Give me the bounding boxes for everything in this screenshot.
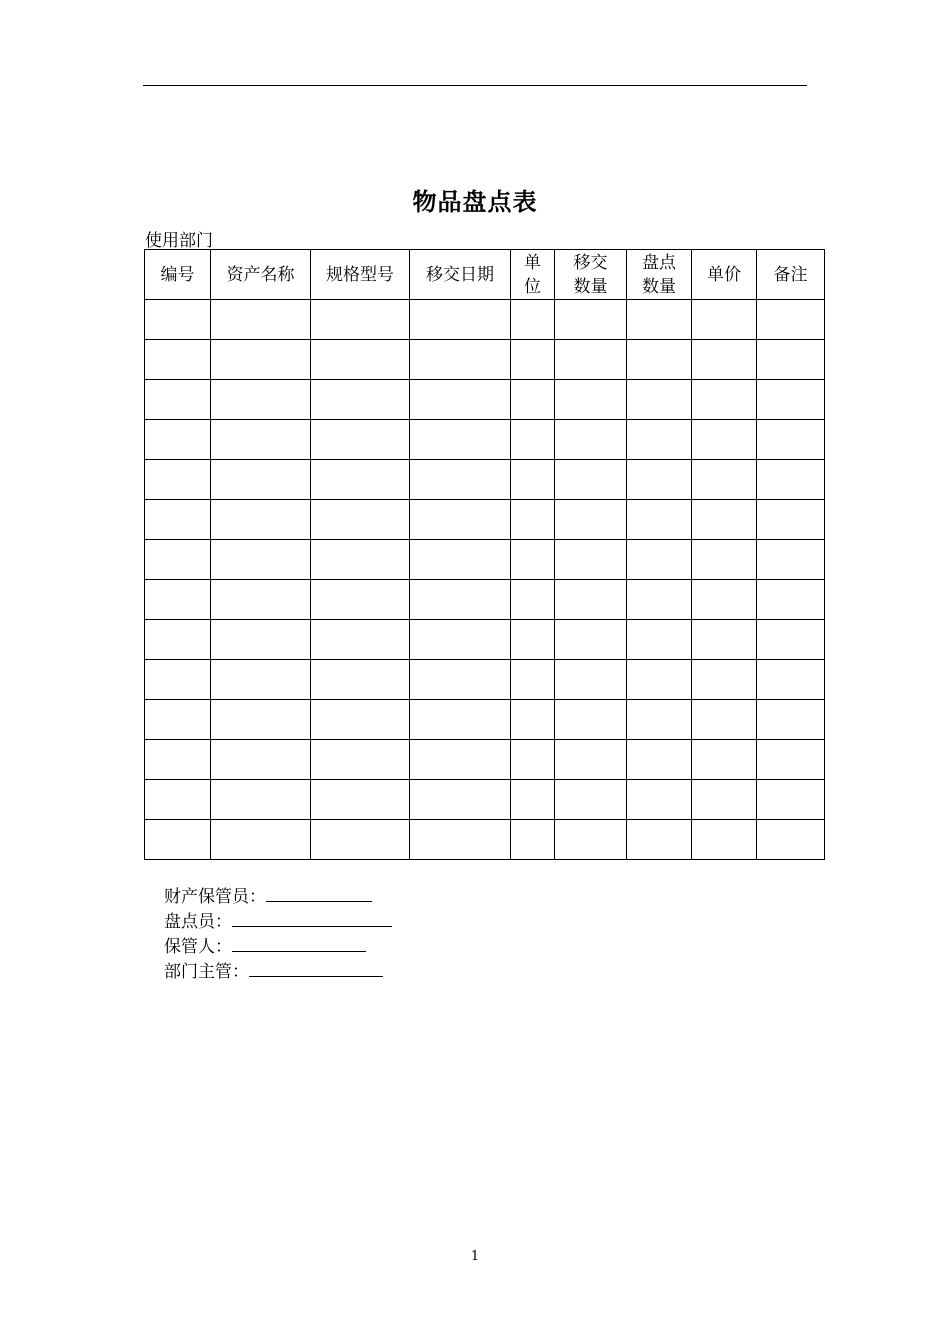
table-cell xyxy=(311,340,410,380)
table-cell xyxy=(511,700,555,740)
table-cell xyxy=(757,780,825,820)
table-cell xyxy=(692,300,757,340)
table-cell xyxy=(211,700,311,740)
table-cell xyxy=(555,380,627,420)
col-header-unit-price: 单价 xyxy=(692,250,757,300)
table-cell xyxy=(757,380,825,420)
table-cell xyxy=(627,700,692,740)
table-row xyxy=(145,540,825,580)
table-cell xyxy=(311,660,410,700)
col-header-transfer-qty: 移交 数量 xyxy=(555,250,627,300)
table-cell xyxy=(627,420,692,460)
table-cell xyxy=(145,420,211,460)
department-label: 使用部门 xyxy=(145,231,213,251)
table-cell xyxy=(555,580,627,620)
table-cell xyxy=(555,700,627,740)
col-header-id: 编号 xyxy=(145,250,211,300)
table-cell xyxy=(692,580,757,620)
table-cell xyxy=(211,380,311,420)
table-cell xyxy=(145,620,211,660)
table-cell xyxy=(692,660,757,700)
table-cell xyxy=(627,580,692,620)
table-cell xyxy=(692,820,757,860)
table-cell xyxy=(511,500,555,540)
table-cell xyxy=(555,740,627,780)
table-row xyxy=(145,460,825,500)
table-cell xyxy=(692,380,757,420)
table-cell xyxy=(145,340,211,380)
table-cell xyxy=(757,500,825,540)
table-cell xyxy=(511,380,555,420)
table-cell xyxy=(211,580,311,620)
col-header-remarks: 备注 xyxy=(757,250,825,300)
table-cell xyxy=(757,660,825,700)
table-cell xyxy=(211,340,311,380)
table-cell xyxy=(311,300,410,340)
header-rule xyxy=(143,85,807,86)
table-row xyxy=(145,380,825,420)
table-cell xyxy=(211,460,311,500)
table-cell xyxy=(692,460,757,500)
table-cell xyxy=(410,460,511,500)
table-cell xyxy=(627,300,692,340)
table-cell xyxy=(511,580,555,620)
table-cell xyxy=(410,660,511,700)
table-cell xyxy=(145,540,211,580)
signature-keeper: 保管人： xyxy=(164,935,392,960)
table-row xyxy=(145,580,825,620)
table-cell xyxy=(410,500,511,540)
table-cell xyxy=(627,460,692,500)
table-cell xyxy=(211,620,311,660)
table-cell xyxy=(627,780,692,820)
table-cell xyxy=(757,460,825,500)
table-cell xyxy=(692,740,757,780)
table-cell xyxy=(511,460,555,500)
table-cell xyxy=(311,620,410,660)
table-cell xyxy=(627,740,692,780)
table-cell xyxy=(145,780,211,820)
col-header-counted-qty: 盘点 数量 xyxy=(627,250,692,300)
table-cell xyxy=(211,780,311,820)
table-row xyxy=(145,340,825,380)
table-cell xyxy=(410,780,511,820)
table-cell xyxy=(757,580,825,620)
table-cell xyxy=(145,300,211,340)
table-cell xyxy=(311,540,410,580)
table-cell xyxy=(555,660,627,700)
table-cell xyxy=(555,820,627,860)
table-cell xyxy=(410,380,511,420)
table-cell xyxy=(555,420,627,460)
table-cell xyxy=(692,340,757,380)
table-cell xyxy=(145,700,211,740)
table-cell xyxy=(410,620,511,660)
table-cell xyxy=(757,340,825,380)
table-cell xyxy=(211,820,311,860)
table-cell xyxy=(211,500,311,540)
table-cell xyxy=(757,740,825,780)
table-cell xyxy=(511,780,555,820)
signature-counter: 盘点员： xyxy=(164,910,392,935)
table-cell xyxy=(627,500,692,540)
table-cell xyxy=(311,420,410,460)
table-cell xyxy=(627,660,692,700)
table-cell xyxy=(692,540,757,580)
table-cell xyxy=(555,300,627,340)
page-number: 1 xyxy=(470,1249,480,1264)
table-cell xyxy=(211,660,311,700)
table-cell xyxy=(145,660,211,700)
table-cell xyxy=(511,540,555,580)
table-row xyxy=(145,780,825,820)
col-header-spec-model: 规格型号 xyxy=(311,250,410,300)
table-cell xyxy=(555,620,627,660)
page-title: 物品盘点表 xyxy=(412,188,538,216)
table-cell xyxy=(555,540,627,580)
table-cell xyxy=(627,540,692,580)
table-cell xyxy=(757,540,825,580)
table-cell xyxy=(311,500,410,540)
table-row xyxy=(145,700,825,740)
table-body xyxy=(145,300,825,860)
table-cell xyxy=(555,340,627,380)
table-cell xyxy=(555,780,627,820)
signature-custodian: 财产保管员： xyxy=(164,885,392,910)
table-cell xyxy=(410,700,511,740)
table-cell xyxy=(627,340,692,380)
table-cell xyxy=(757,620,825,660)
table-cell xyxy=(410,340,511,380)
col-header-asset-name: 资产名称 xyxy=(211,250,311,300)
table-cell xyxy=(511,340,555,380)
table-cell xyxy=(511,740,555,780)
table-cell xyxy=(145,820,211,860)
table-cell xyxy=(311,820,410,860)
table-cell xyxy=(145,740,211,780)
table-cell xyxy=(410,540,511,580)
table-cell xyxy=(555,460,627,500)
table-cell xyxy=(145,460,211,500)
signature-dept-supervisor: 部门主管： xyxy=(164,960,392,985)
table-cell xyxy=(211,540,311,580)
table-cell xyxy=(211,740,311,780)
table-cell xyxy=(511,420,555,460)
table-cell xyxy=(757,300,825,340)
table-cell xyxy=(757,700,825,740)
table-cell xyxy=(311,380,410,420)
table-cell xyxy=(311,580,410,620)
col-header-transfer-date: 移交日期 xyxy=(410,250,511,300)
table-cell xyxy=(627,620,692,660)
table-cell xyxy=(311,700,410,740)
table-cell xyxy=(692,500,757,540)
table-cell xyxy=(511,300,555,340)
table-row xyxy=(145,740,825,780)
signature-line xyxy=(266,885,372,902)
table-cell xyxy=(211,420,311,460)
table-cell xyxy=(410,580,511,620)
table-cell xyxy=(410,420,511,460)
table-cell xyxy=(145,380,211,420)
inventory-table xyxy=(144,249,825,860)
table-cell xyxy=(410,300,511,340)
table-row xyxy=(145,820,825,860)
signature-block xyxy=(164,885,392,985)
table-row xyxy=(145,500,825,540)
table-cell xyxy=(511,620,555,660)
table-row xyxy=(145,620,825,660)
table-cell xyxy=(627,380,692,420)
table-cell xyxy=(757,820,825,860)
table-cell xyxy=(692,780,757,820)
table-cell xyxy=(555,500,627,540)
table-row xyxy=(145,660,825,700)
table-cell xyxy=(145,580,211,620)
col-header-unit: 单 位 xyxy=(511,250,555,300)
signature-line xyxy=(249,960,383,977)
table-cell xyxy=(311,460,410,500)
table-cell xyxy=(627,820,692,860)
table-header-row xyxy=(145,250,825,300)
signature-line xyxy=(232,935,366,952)
table-cell xyxy=(692,700,757,740)
table-row xyxy=(145,300,825,340)
table-cell xyxy=(145,500,211,540)
table-cell xyxy=(511,820,555,860)
table-cell xyxy=(311,780,410,820)
signature-line xyxy=(232,910,392,927)
table-row xyxy=(145,420,825,460)
table-cell xyxy=(692,620,757,660)
table-cell xyxy=(211,300,311,340)
table-cell xyxy=(410,820,511,860)
table-cell xyxy=(311,740,410,780)
table-cell xyxy=(757,420,825,460)
table-cell xyxy=(692,420,757,460)
table-cell xyxy=(511,660,555,700)
table-cell xyxy=(410,740,511,780)
